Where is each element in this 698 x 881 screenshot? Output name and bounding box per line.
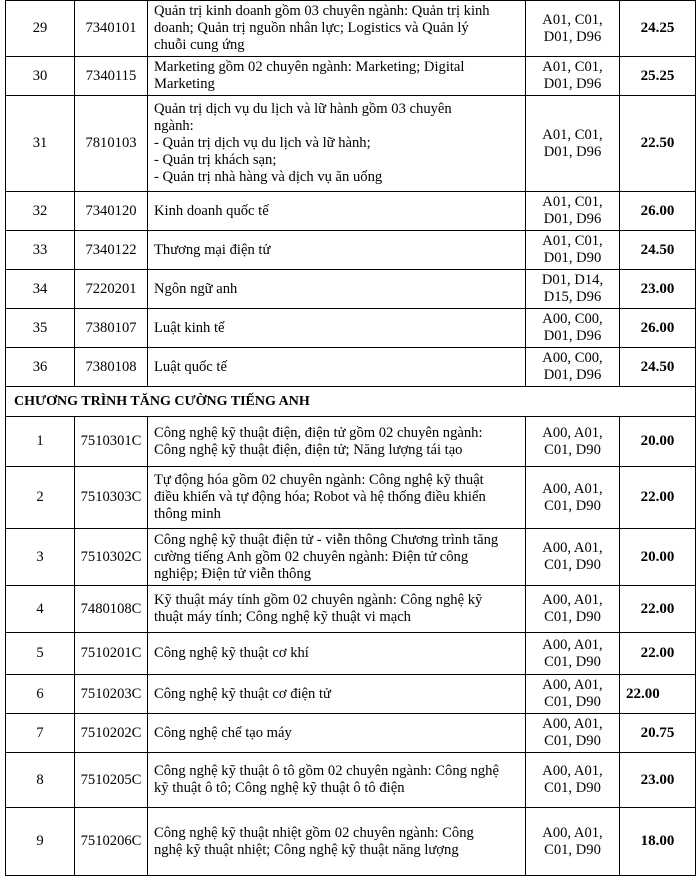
subject-combination: A00, C00, D01, D96: [526, 309, 620, 348]
table-row: [6, 417, 696, 467]
major-code: 7510202C: [75, 714, 148, 753]
major-name: Kỹ thuật máy tính gồm 02 chuyên ngành: Công nghệ kỹ thuật máy tính; Công nghệ kỹ thuật vi mạch: [148, 586, 526, 633]
row-number: 34: [6, 270, 75, 309]
row-number: 9: [6, 808, 75, 876]
table-row: [6, 808, 696, 876]
subject-combination: A00, A01, C01, D90: [526, 633, 620, 675]
major-code: 7220201: [75, 270, 148, 309]
major-name: Quản trị dịch vụ du lịch và lữ hành gồm 03 chuyên ngành: - Quản trị dịch vụ du lịch và lữ hành; - Quản trị khách sạn; - Quản trị nhà hàng và dịch vụ ăn uống: [148, 96, 526, 192]
subject-combination: A00, A01, C01, D90: [526, 808, 620, 876]
admission-score: 23.00: [620, 270, 696, 309]
row-number: 31: [6, 96, 75, 192]
major-name: Luật kinh tế: [148, 309, 526, 348]
major-code: 7340122: [75, 231, 148, 270]
table-row: [6, 633, 696, 675]
admission-score: 25.25: [620, 57, 696, 96]
subject-combination: A01, C01, D01, D96: [526, 57, 620, 96]
section-row: [6, 387, 696, 417]
major-code: 7380107: [75, 309, 148, 348]
section-title: CHƯƠNG TRÌNH TĂNG CƯỜNG TIẾNG ANH: [6, 387, 696, 417]
major-code: 7340115: [75, 57, 148, 96]
major-code: 7510303C: [75, 467, 148, 529]
major-name: Luật quốc tế: [148, 348, 526, 387]
subject-combination: A00, A01, C01, D90: [526, 529, 620, 586]
table-row: [6, 231, 696, 270]
admission-score: 22.00: [620, 675, 696, 714]
table-row: [6, 1, 696, 57]
table-row: [6, 529, 696, 586]
admission-score: 20.00: [620, 417, 696, 467]
row-number: 36: [6, 348, 75, 387]
major-name: Quản trị kinh doanh gồm 03 chuyên ngành: Quản trị kinh doanh; Quản trị nguồn nhân lực; Logistics và Quản lý chuỗi cung ứng: [148, 1, 526, 57]
admission-score: 22.00: [620, 633, 696, 675]
major-name: Công nghệ kỹ thuật ô tô gồm 02 chuyên ngành: Công nghệ kỹ thuật ô tô; Công nghệ kỹ thuật ô tô điện: [148, 753, 526, 808]
subject-combination: A01, C01, D01, D90: [526, 231, 620, 270]
admission-score: 20.75: [620, 714, 696, 753]
major-code: 7510203C: [75, 675, 148, 714]
admission-score-table: [5, 0, 696, 876]
major-name: Công nghệ chế tạo máy: [148, 714, 526, 753]
subject-combination: A00, A01, C01, D90: [526, 675, 620, 714]
subject-combination: A00, C00, D01, D96: [526, 348, 620, 387]
row-number: 35: [6, 309, 75, 348]
subject-combination: A01, C01, D01, D96: [526, 96, 620, 192]
major-code: 7810103: [75, 96, 148, 192]
subject-combination: A00, A01, C01, D90: [526, 417, 620, 467]
major-name: Ngôn ngữ anh: [148, 270, 526, 309]
admission-score: 18.00: [620, 808, 696, 876]
table-row: [6, 270, 696, 309]
row-number: 30: [6, 57, 75, 96]
admission-score: 22.00: [620, 586, 696, 633]
row-number: 7: [6, 714, 75, 753]
admission-score: 22.50: [620, 96, 696, 192]
admission-score: 22.00: [620, 467, 696, 529]
row-number: 8: [6, 753, 75, 808]
major-name: Tự động hóa gồm 02 chuyên ngành: Công nghệ kỹ thuật điều khiển và tự động hóa; Robot và hệ thống điều khiển thông minh: [148, 467, 526, 529]
row-number: 32: [6, 192, 75, 231]
admission-score: 24.50: [620, 348, 696, 387]
subject-combination: A00, A01, C01, D90: [526, 753, 620, 808]
admission-score: 24.50: [620, 231, 696, 270]
major-code: 7510302C: [75, 529, 148, 586]
major-name: Công nghệ kỹ thuật điện tử - viễn thông Chương trình tăng cường tiếng Anh gồm 02 chuyên ngành: Điện tử công nghiệp; Điện tử viễn thông: [148, 529, 526, 586]
major-name: Công nghệ kỹ thuật nhiệt gồm 02 chuyên ngành: Công nghệ kỹ thuật nhiệt; Công nghệ kỹ thuật năng lượng: [148, 808, 526, 876]
admission-score: 26.00: [620, 192, 696, 231]
table-row: [6, 57, 696, 96]
table-row: [6, 675, 696, 714]
admission-score: 20.00: [620, 529, 696, 586]
major-code: 7380108: [75, 348, 148, 387]
row-number: 2: [6, 467, 75, 529]
row-number: 29: [6, 1, 75, 57]
major-name: Công nghệ kỹ thuật điện, điện tử gồm 02 chuyên ngành: Công nghệ kỹ thuật điện, điện tử; Năng lượng tái tạo: [148, 417, 526, 467]
major-name: Công nghệ kỹ thuật cơ điện tử: [148, 675, 526, 714]
table-row: [6, 192, 696, 231]
table-row: [6, 714, 696, 753]
row-number: 4: [6, 586, 75, 633]
subject-combination: A00, A01, C01, D90: [526, 467, 620, 529]
row-number: 6: [6, 675, 75, 714]
admission-score: 24.25: [620, 1, 696, 57]
subject-combination: A01, C01, D01, D96: [526, 192, 620, 231]
major-code: 7480108C: [75, 586, 148, 633]
major-code: 7510301C: [75, 417, 148, 467]
table-row: [6, 309, 696, 348]
subject-combination: A00, A01, C01, D90: [526, 714, 620, 753]
major-name: Marketing gồm 02 chuyên ngành: Marketing; Digital Marketing: [148, 57, 526, 96]
row-number: 1: [6, 417, 75, 467]
table-row: [6, 467, 696, 529]
subject-combination: D01, D14, D15, D96: [526, 270, 620, 309]
major-name: Kinh doanh quốc tế: [148, 192, 526, 231]
major-name: Thương mại điện tử: [148, 231, 526, 270]
major-name: Công nghệ kỹ thuật cơ khí: [148, 633, 526, 675]
subject-combination: A00, A01, C01, D90: [526, 586, 620, 633]
admission-score: 26.00: [620, 309, 696, 348]
admission-score: 23.00: [620, 753, 696, 808]
major-code: 7340101: [75, 1, 148, 57]
major-code: 7510206C: [75, 808, 148, 876]
subject-combination: A01, C01, D01, D96: [526, 1, 620, 57]
row-number: 5: [6, 633, 75, 675]
major-code: 7340120: [75, 192, 148, 231]
table-row: [6, 586, 696, 633]
row-number: 33: [6, 231, 75, 270]
table-row: [6, 96, 696, 192]
table-row: [6, 348, 696, 387]
major-code: 7510205C: [75, 753, 148, 808]
row-number: 3: [6, 529, 75, 586]
table-row: [6, 753, 696, 808]
major-code: 7510201C: [75, 633, 148, 675]
